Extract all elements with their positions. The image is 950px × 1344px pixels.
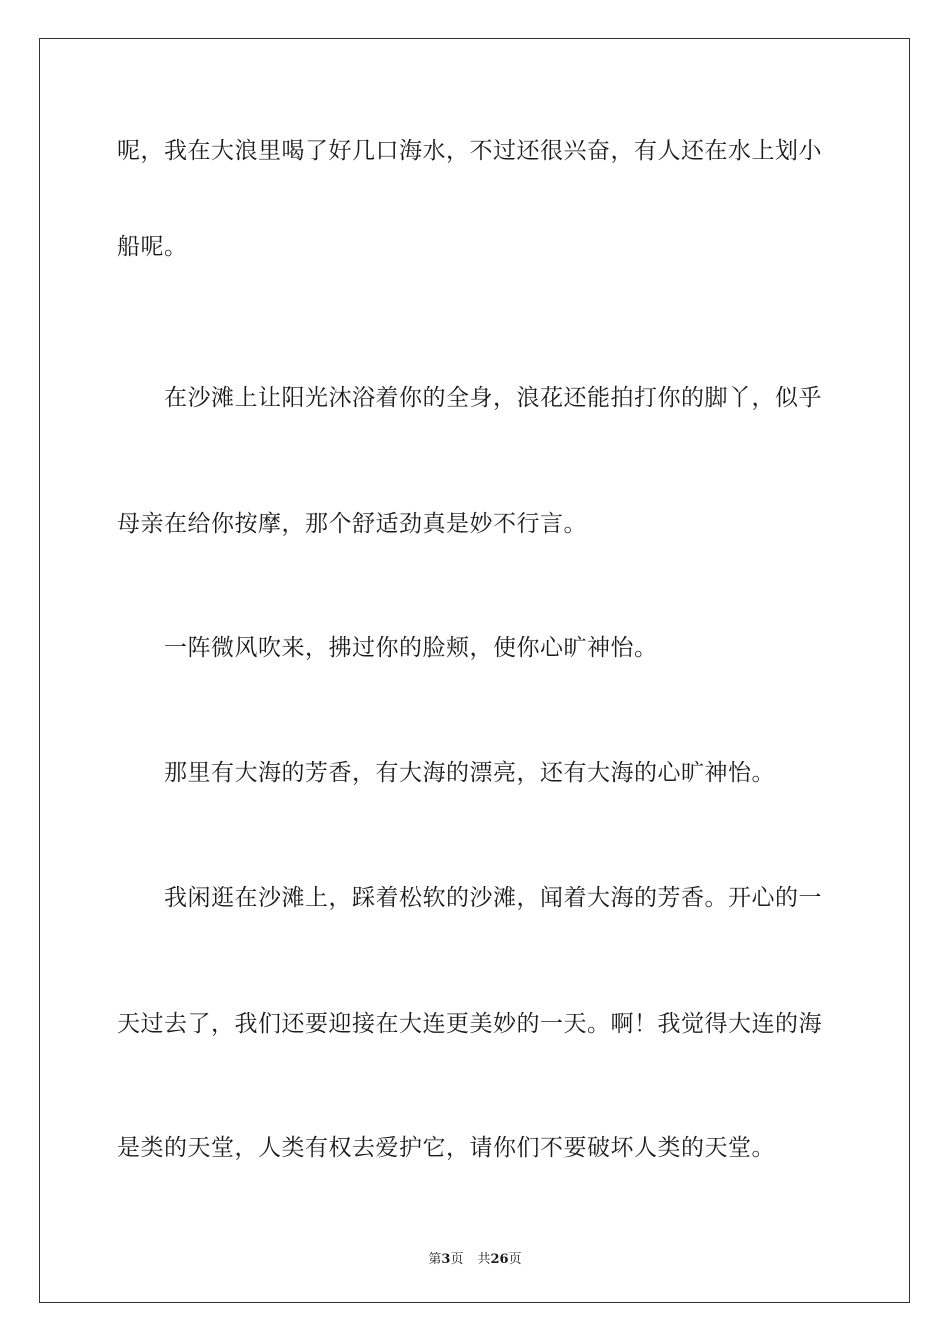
- text-line-1: 呢，我在大浪里喝了好几口海水，不过还很兴奋，有人还在水上划小: [117, 138, 822, 164]
- text-line-2: 船呢。: [117, 234, 188, 260]
- paragraph-line-3: 那里有大海的芳香，有大海的漂亮，还有大海的心旷神怡。: [164, 760, 775, 786]
- total-suffix: 页: [508, 1252, 522, 1267]
- text-line-4: 天过去了，我们还要迎接在大连更美妙的一天。啊！我觉得大连的海: [117, 1011, 822, 1037]
- page-footer: [0, 1248, 950, 1267]
- paragraph-line-1: 在沙滩上让阳光沐浴着你的全身，浪花还能拍打你的脚丫，似乎: [164, 385, 822, 411]
- paragraph-line-2: 一阵微风吹来，拂过你的脸颊，使你心旷神怡。: [164, 635, 658, 661]
- page-border: [39, 38, 910, 1303]
- total-pages: 26: [490, 1252, 509, 1267]
- paragraph-line-4: 我闲逛在沙滩上，踩着松软的沙滩，闻着大海的芳香。开心的一: [164, 885, 822, 911]
- total-prefix: 共: [477, 1252, 491, 1267]
- page-suffix: 页: [450, 1252, 464, 1267]
- page-prefix: 第: [428, 1252, 442, 1267]
- text-line-3: 母亲在给你按摩，那个舒适劲真是妙不行言。: [117, 511, 587, 537]
- text-line-5: 是类的天堂，人类有权去爱护它，请你们不要破坏人类的天堂。: [117, 1135, 775, 1161]
- page-number: 3: [441, 1252, 451, 1267]
